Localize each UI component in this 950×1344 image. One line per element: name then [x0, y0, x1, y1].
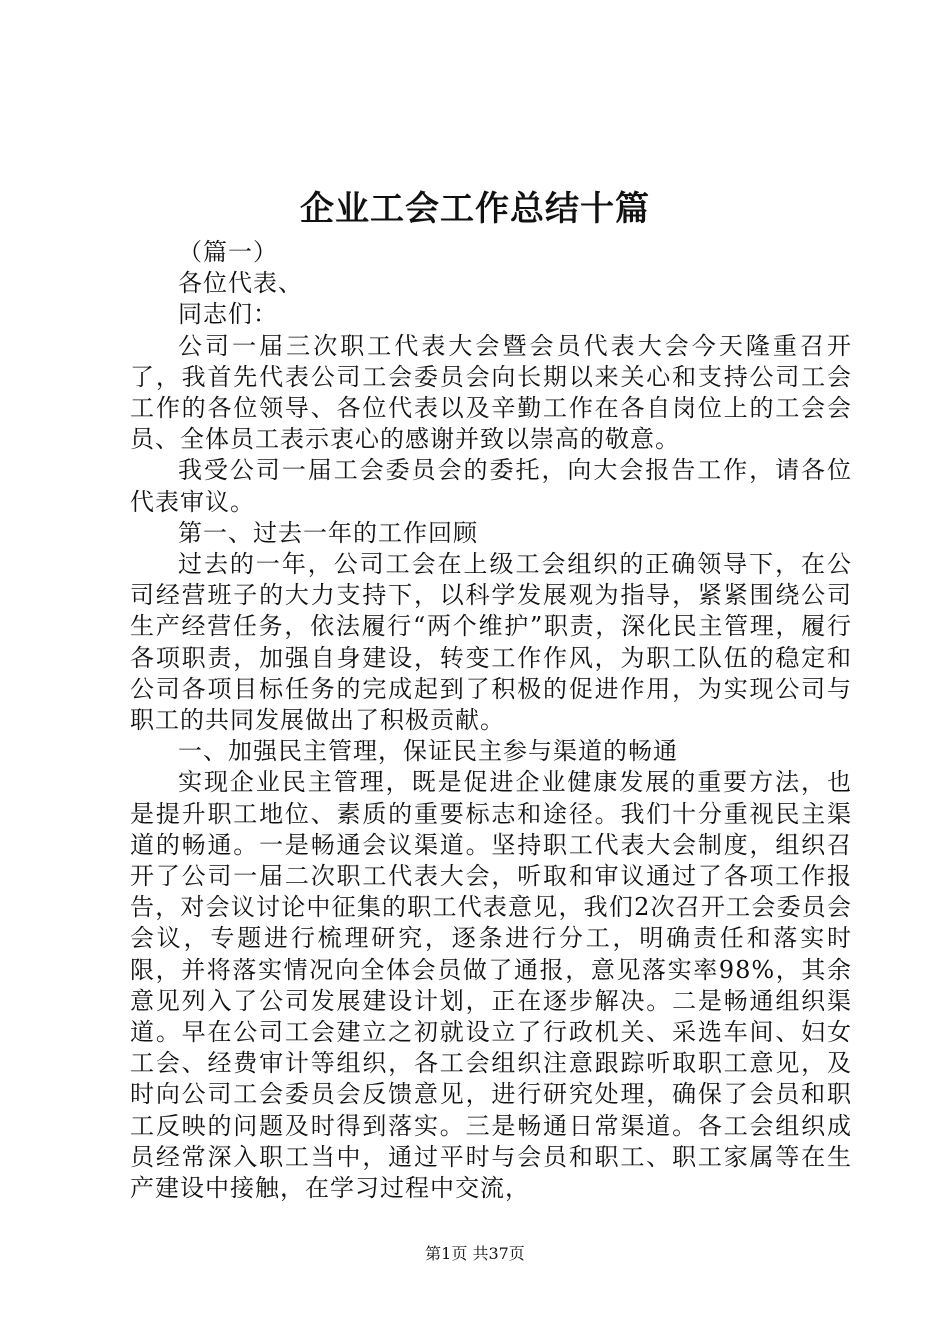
heading-review: 第一、过去一年的工作回顾: [178, 518, 478, 547]
paragraph-opening: 公司一届三次职工代表大会暨会员代表大会今天隆重召开了，我首先代表公司工会委员会向长期以来关心和支持公司工会工作的各位领导、各位代表以及辛勤工作在各自岗位上的工会会员、全体员工表示衷心的感谢并致以崇高的敬意。: [130, 331, 852, 454]
document-body: [130, 237, 852, 1204]
paragraph-section-marker: （篇一）: [178, 238, 278, 266]
paragraph-salutation-1: 各位代表、: [178, 269, 303, 298]
document-title: 企业工会工作总结十篇: [300, 189, 650, 229]
paragraph-report-intro: 我受公司一届工会委员会的委托，向大会报告工作，请各位代表审议。: [130, 456, 852, 516]
page-footer: 第1页 共37页: [425, 1244, 525, 1263]
paragraph-salutation-2: 同志们：: [178, 300, 278, 329]
paragraph-review: 过去的一年，公司工会在上级工会组织的正确领导下，在公司经营班子的大力支持下，以科学发展观为指导，紧紧围绕公司生产经营任务，依法履行“两个维护”职责，深化民主管理，履行各项职责，加强自身建设，转变工作作风，为职工队伍的稳定和公司各项目标任务的完成起到了积极的促进作用，为实现公司与职工的共同发展做出了积极贡献。: [130, 550, 852, 735]
heading-democratic-management: 一、加强民主管理，保证民主参与渠道的畅通: [178, 737, 678, 766]
paragraph-democratic-management: 实现企业民主管理，既是促进企业健康发展的重要方法，也是提升职工地位、素质的重要标志和途径。我们十分重视民主渠道的畅通。一是畅通会议渠道。坚持职工代表大会制度，组织召开了公司一届二次职工代表大会，听取和审议通过了各项工作报告，对会议讨论中征集的职工代表意见，我们2次召开工会委员会会议，专题进行梳理研究，逐条进行分工，明确责任和落实时限，并将落实情况向全体会员做了通报，意见落实率98%，其余意见列入了公司发展建设计划，正在逐步解决。二是畅通组织渠道。早在公司工会建立之初就设立了行政机关、采选车间、妇女工会、经费审计等组织，各工会组织注意跟踪听取职工意见，及时向公司工会委员会反馈意见，进行研究处理，确保了会员和职工反映的问题及时得到落实。三是畅通日常渠道。各工会组织成员经常深入职工当中，通过平时与会员和职工、职工家属等在生产建设中接触，在学习过程中交流，: [130, 768, 852, 1203]
